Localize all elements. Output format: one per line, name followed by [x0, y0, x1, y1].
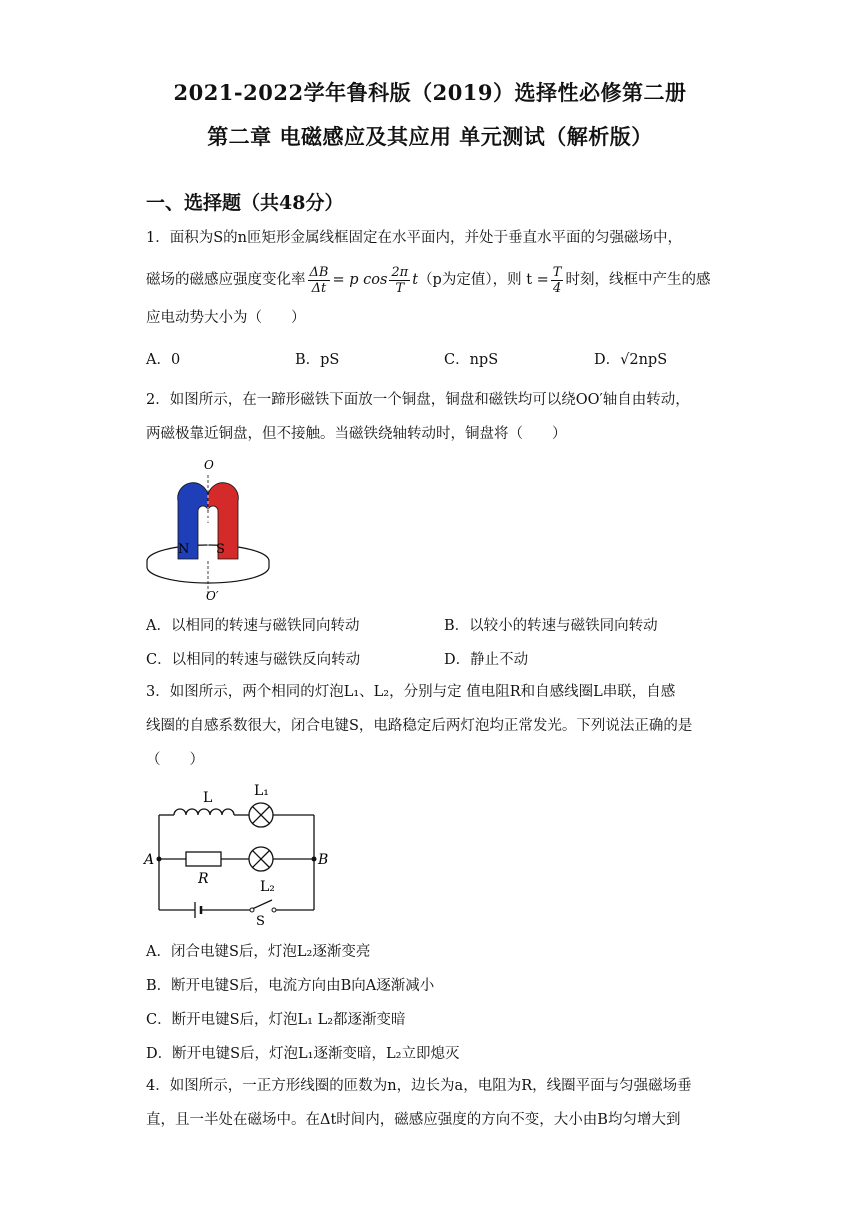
fig2-label-n: N	[178, 542, 190, 557]
inductor-coil	[174, 809, 234, 815]
q2-line1: 2．如图所示，在一蹄形磁铁下面放一个铜盘，铜盘和磁铁均可以绕OO′轴自由转动，	[146, 392, 690, 408]
q4-line1: 4．如图所示，一正方形线圈的匝数为n，边长为a，电阻为R，线圈平面与匀强磁场垂	[146, 1078, 692, 1094]
fig2-label-o: O	[204, 458, 214, 472]
q3-line2: 线圈的自感系数很大，闭合电键S，电路稳定后两灯泡均正常发光。下列说法正确的是	[146, 718, 693, 734]
q1-frac2-num: 2π	[391, 264, 409, 280]
q1-fraction-time	[551, 265, 564, 296]
circuit-figure	[140, 775, 340, 925]
q2-option-c: C．以相同的转速与磁铁反向转动	[146, 652, 361, 668]
fig3-label-s: S	[256, 914, 265, 925]
fig3-label-r: R	[198, 871, 209, 887]
q1-option-c: C．npS	[444, 352, 499, 368]
q3-line3: （ ）	[146, 752, 204, 768]
q1-option-b: B．pS	[295, 352, 340, 368]
resistor-r	[186, 852, 221, 866]
q1-line2-text-a: 磁场的磁感应强度变化率	[146, 272, 306, 288]
fig3-label-b: B	[318, 852, 329, 868]
fig2-label-o-prime: O′	[206, 589, 219, 603]
q2-line2: 两磁极靠近铜盘，但不接触。当磁铁绕轴转动时，铜盘将（ ）	[146, 426, 567, 442]
q1-line1: 1．面积为S的n匝矩形金属线框固定在水平面内，并处于垂直水平面的匀强磁场中，	[146, 230, 682, 246]
document-title-line2: 第二章 电磁感应及其应用 单元测试（解析版）	[207, 124, 653, 149]
fig2-label-s: S	[216, 542, 225, 557]
q1-line2	[146, 262, 721, 298]
q3-option-d: D．断开电键S后，灯泡L₁逐渐变暗，L₂立即熄灭	[146, 1046, 460, 1062]
q1-option-a: A．0	[146, 352, 181, 368]
q1-fraction-angle	[389, 265, 410, 296]
section-title: 一、选择题（共48分）	[146, 192, 344, 214]
q4-line2: 直，且一半处在磁场中。在Δt时间内，磁感应强度的方向不变，大小由B均匀增大到	[146, 1112, 681, 1128]
q3-option-a: A．闭合电键S后，灯泡L₂逐渐变亮	[146, 944, 371, 960]
q1-frac3-num: T	[552, 264, 562, 280]
q1-frac3-den: 4	[552, 280, 562, 296]
q2-option-b: B．以较小的转速与磁铁同向转动	[444, 618, 658, 634]
q2-option-d: D．静止不动	[444, 652, 529, 668]
fig3-label-l1: L₁	[254, 783, 269, 799]
q1-frac1-den: Δt	[311, 280, 327, 296]
q1-fraction-rate	[308, 265, 331, 296]
q1-frac2-den: T	[395, 280, 405, 296]
magnet-copper-disc-figure	[140, 455, 270, 603]
fig3-label-a: A	[144, 852, 155, 868]
q1-eq-mid: = p cos	[332, 272, 388, 288]
fig3-label-l2: L₂	[260, 879, 275, 895]
document-title-line1: 2021-2022学年鲁科版（2019）选择性必修第二册	[173, 80, 687, 105]
fig3-label-l: L	[203, 790, 213, 806]
q1-line2-text-b: （p为定值），则 t =	[418, 272, 549, 288]
q1-t-var: t	[412, 272, 419, 288]
q2-option-a: A．以相同的转速与磁铁同向转动	[146, 618, 360, 634]
q3-option-c: C．断开电键S后，灯泡L₁ L₂都逐渐变暗	[146, 1012, 406, 1028]
q1-line2-text-c: 时刻，线框中产生的感	[565, 272, 711, 288]
q1-frac1-num: ΔB	[309, 264, 329, 280]
q3-line1: 3．如图所示，两个相同的灯泡L₁、L₂，分别与定 值电阻R和自感线圈L串联，自感	[146, 684, 676, 700]
q3-option-b: B．断开电键S后，电流方向由B向A逐渐减小	[146, 978, 435, 994]
q1-line3: 应电动势大小为（ ）	[146, 310, 306, 326]
q1-option-d: D．√2npS	[594, 352, 668, 368]
